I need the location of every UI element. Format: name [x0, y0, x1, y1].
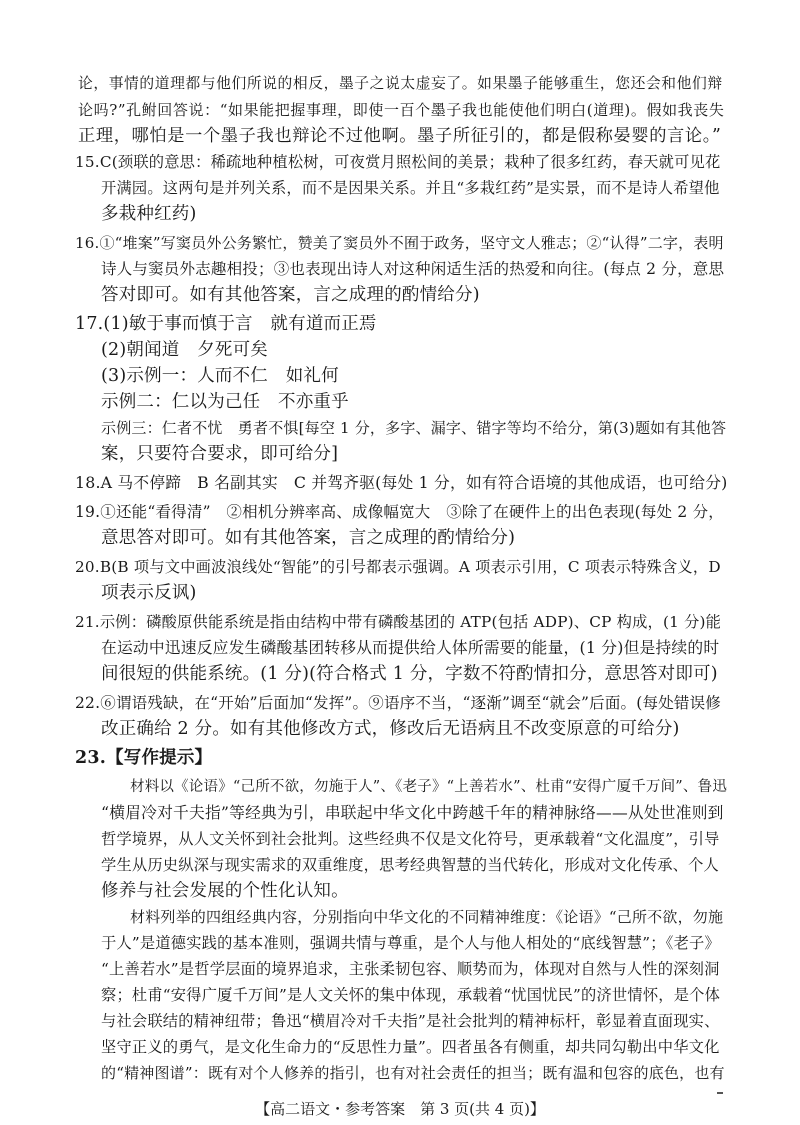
text-line: 23.【写作提示】 [75, 748, 213, 768]
text-line: 论，事情的道理都与他们所说的相反，墨子之说太虚妄了。如果墨子能够重生，您还会和他们辩 [78, 75, 723, 92]
text-line: 材料以《论语》“己所不欲，勿施于人”、《老子》“上善若水”、杜甫“安得广厦千万间”、鲁迅 [130, 779, 728, 795]
text-line: 在运动中迅速反应发生磷酸基团转移从而提供给人体所需要的能量，(1 分)但是持续的时 [101, 638, 720, 657]
text-line: 正理，哪怕是一个墨子我也辩论不过他啊。墨子所征引的，都是假称晏婴的言论。” [78, 126, 722, 146]
text-line: 改正确给 2 分。如有其他修改方式，修改后无语病且不改变原意的可给分) [101, 719, 680, 739]
text-line: 学生从历史纵深与现实需求的双重维度，思考经典智慧的当代转化，形成对文化传承、个人 [101, 856, 719, 874]
text-line: 项表示反讽) [101, 583, 197, 603]
text-line: 示例三：仁者不忧 勇者不惧[每空 1 分，多字、漏字、错字等均不给分，第(3)题如有其他答 [101, 419, 727, 437]
text-line: 察；杜甫“安得广厦千万间”是人文关怀的集中体现，承载着“忧国忧民”的济世情怀，是个体 [101, 986, 721, 1004]
text-line: 于人”是道德实践的基本准则，强调共情与尊重，是个人与他人相处的“底线智慧”；《老子》 [101, 934, 720, 952]
page-footer: 【高二语文・参考答案 第 3 页(共 4 页)】 [255, 1100, 545, 1118]
text-line: 诗人与窦员外志趣相投；③也表现出诗人对这种闲适生活的热爱和向往。(每点 2 分，意思 [101, 260, 725, 278]
corner-mark [717, 1092, 723, 1094]
text-line: 意思答对即可。如有其他答案，言之成理的酌情给分) [101, 528, 516, 548]
text-line: (2)朝闻道 夕死可矣 [101, 340, 268, 360]
text-line: 的“精神图谱”：既有对个人修养的指引，也有对社会责任的担当；既有温和包容的底色，也有 [101, 1064, 725, 1082]
text-line: 20.B(B 项与文中画波浪线处“智能”的引号都表示强调。A 项表示引用，C 项表示特殊含义，D [75, 558, 721, 576]
text-line: 答对即可。如有其他答案，言之成理的酌情给分) [101, 285, 480, 305]
text-line: 坚守正义的勇气，是文化生命力的“反思性力量”。四者虽各有侧重，却共同勾勒出中华文化 [101, 1038, 720, 1056]
text-line: 多栽种红药) [101, 204, 197, 224]
text-line: 15.C(颈联的意思：稀疏地种植松树，可夜赏月照松间的美景；栽种了很多红药，春天就可见花 [75, 153, 721, 171]
text-line: 论吗?”孔鲋回答说：“如果能把握事理，即使一百个墨子我也能使他们明白(道理)。假如我丧失 [78, 101, 725, 119]
text-line: 16.①“堆案”写窦员外公务繁忙，赞美了窦员外不囿于政务，坚守文人雅志；②“认得”二字，表明 [75, 234, 724, 252]
text-line: (3)示例一：人而不仁 如礼何 [101, 366, 339, 386]
text-line: 材料列举的四组经典内容，分别指向中华文化的不同精神维度：《论语》“己所不欲，勿施 [130, 908, 724, 926]
text-line: 19.①还能“看得清” ②相机分辨率高、成像幅宽大 ③除了在硬件上的出色表现(每处 2 分， [75, 503, 724, 521]
text-line: 17.(1)敏于事而慎于言 就有道而正焉 [75, 314, 377, 334]
text-line: 与社会联结的精神纽带；鲁迅“横眉冷对千夫指”是社会批判的精神标杆，彰显着直面现实、 [101, 1012, 720, 1030]
text-line: 22.⑥谓语残缺，在“开始”后面加“发挥”。⑨语序不当，“逐渐”调至“就会”后面。(每处错误修 [75, 694, 721, 712]
text-line: “上善若水”是哲学层面的境界追求，主张柔韧包容、顺势而为，体现对自然与人性的深刻洞 [101, 960, 720, 978]
text-line: 21.示例：磷酸原供能系统是指由结构中带有磷酸基团的 ATP(包括 ADP)、CP 构成，(1 分)能 [75, 613, 722, 631]
text-line: 18.A 马不停蹄 B 名副其实 C 并驾齐驱(每处 1 分，如有符合语境的其他成语，也可给分) [75, 473, 728, 492]
text-line: 间很短的供能系统。(1 分)(符合格式 1 分，字数不符酌情扣分，意思答对即可) [101, 664, 718, 684]
text-line: 示例二：仁以为己任 不亦重乎 [101, 392, 349, 412]
text-line: 哲学境界，从人文关怀到社会批判。这些经典不仅是文化符号，更承载着“文化温度”，引导 [101, 830, 720, 848]
text-line: 开满园。这两句是并列关系，而不是因果关系。并且“多栽红药”是实景，而不是诗人希望他 [101, 179, 720, 197]
text-line: 案，只要符合要求，即可给分] [101, 444, 339, 464]
text-line: 修养与社会发展的个性化认知。 [101, 881, 349, 901]
text-line: “横眉冷对千夫指”等经典为引，串联起中华文化中跨越千年的精神脉络——从处世准则到 [101, 803, 724, 822]
